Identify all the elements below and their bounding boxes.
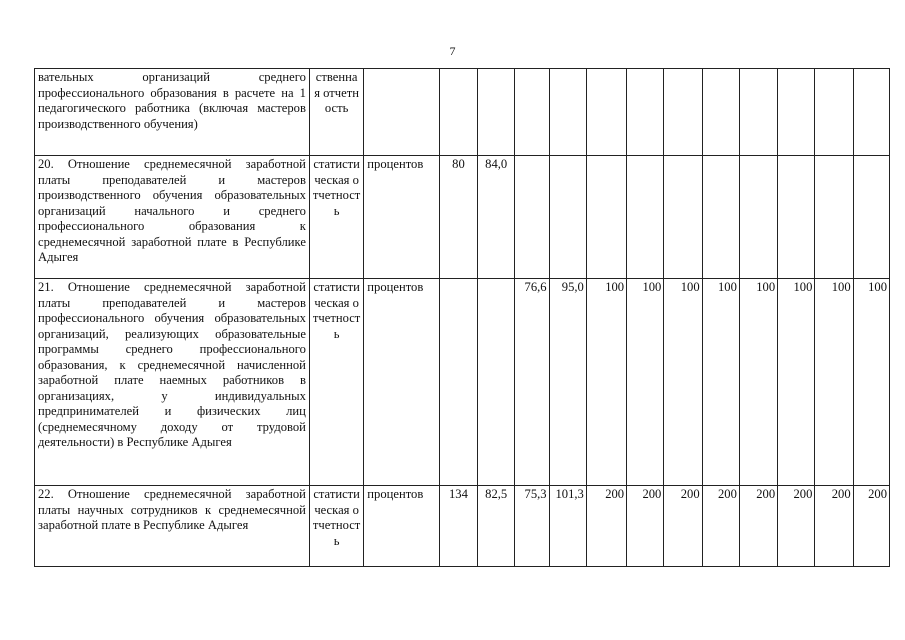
value-cell [778,69,815,156]
data-source-cell: ственная отчетность [309,69,363,156]
value-cell: 200 [586,486,626,567]
table-row [35,156,890,279]
value-cell [815,156,853,279]
indicator-name-cell: 22. Отношение среднемесячной заработной платы научных сотрудников к среднемесячной заработной плате в Республике Адыгея [35,486,310,567]
value-cell: 100 [778,279,815,486]
value-cell [515,69,549,156]
value-cell [702,69,739,156]
value-cell [739,69,777,156]
page-number: 7 [449,44,456,58]
value-cell [478,69,515,156]
value-cell [853,156,889,279]
value-cell: 200 [702,486,739,567]
indicator-name-cell: 21. Отношение среднемесячной заработной платы преподавателей и мастеров профессионального обучения образовательных организаций, реализующих образовательные программы среднего профессионального образования, к среднемесячной начисленной заработной плате наемных работников в организациях, у индивидуальных предпринимателей и физических лиц (среднемесячному доходу от трудовой деятельности) в Республике Адыгея [35,279,310,486]
value-cell [664,156,702,279]
value-cell: 80 [439,156,477,279]
value-cell: 134 [439,486,477,567]
unit-cell: процентов [364,486,440,567]
table-row [35,69,890,156]
value-cell [586,156,626,279]
value-cell: 100 [739,279,777,486]
value-cell [778,156,815,279]
value-cell: 200 [664,486,702,567]
unit-cell: процентов [364,279,440,486]
value-cell [515,156,549,279]
data-source-cell: статистическая отчетность [309,156,363,279]
value-cell: 200 [627,486,664,567]
value-cell: 95,0 [549,279,586,486]
value-cell [664,69,702,156]
value-cell [853,69,889,156]
unit-cell [364,69,440,156]
value-cell: 100 [702,279,739,486]
value-cell [439,69,477,156]
value-cell: 100 [815,279,853,486]
value-cell: 75,3 [515,486,549,567]
value-cell [739,156,777,279]
value-cell [549,69,586,156]
value-cell: 82,5 [478,486,515,567]
value-cell: 101,3 [549,486,586,567]
value-cell: 200 [778,486,815,567]
indicator-name-cell: вательных организаций среднего профессионального образования в расчете на 1 педагогического работника (включая мастеров производственного обучения) [35,69,310,156]
indicators-table [34,68,890,567]
value-cell [549,156,586,279]
value-cell: 100 [586,279,626,486]
value-cell: 100 [853,279,889,486]
value-cell: 100 [664,279,702,486]
indicator-name-cell: 20. Отношение среднемесячной заработной платы преподавателей и мастеров производственного обучения образовательных организаций начального и среднего профессионального образования к среднемесячной заработной плате в Республике Адыгея [35,156,310,279]
table-row [35,486,890,567]
value-cell [702,156,739,279]
table-body [35,69,890,567]
data-source-cell: статистическая отчетность [309,279,363,486]
value-cell: 84,0 [478,156,515,279]
value-cell: 200 [853,486,889,567]
value-cell [815,69,853,156]
value-cell [478,279,515,486]
value-cell: 76,6 [515,279,549,486]
value-cell: 100 [627,279,664,486]
value-cell [627,156,664,279]
unit-cell: процентов [364,156,440,279]
value-cell [439,279,477,486]
value-cell: 200 [815,486,853,567]
value-cell [586,69,626,156]
value-cell: 200 [739,486,777,567]
data-source-cell: статистическая отчетность [309,486,363,567]
value-cell [627,69,664,156]
table-row [35,279,890,486]
